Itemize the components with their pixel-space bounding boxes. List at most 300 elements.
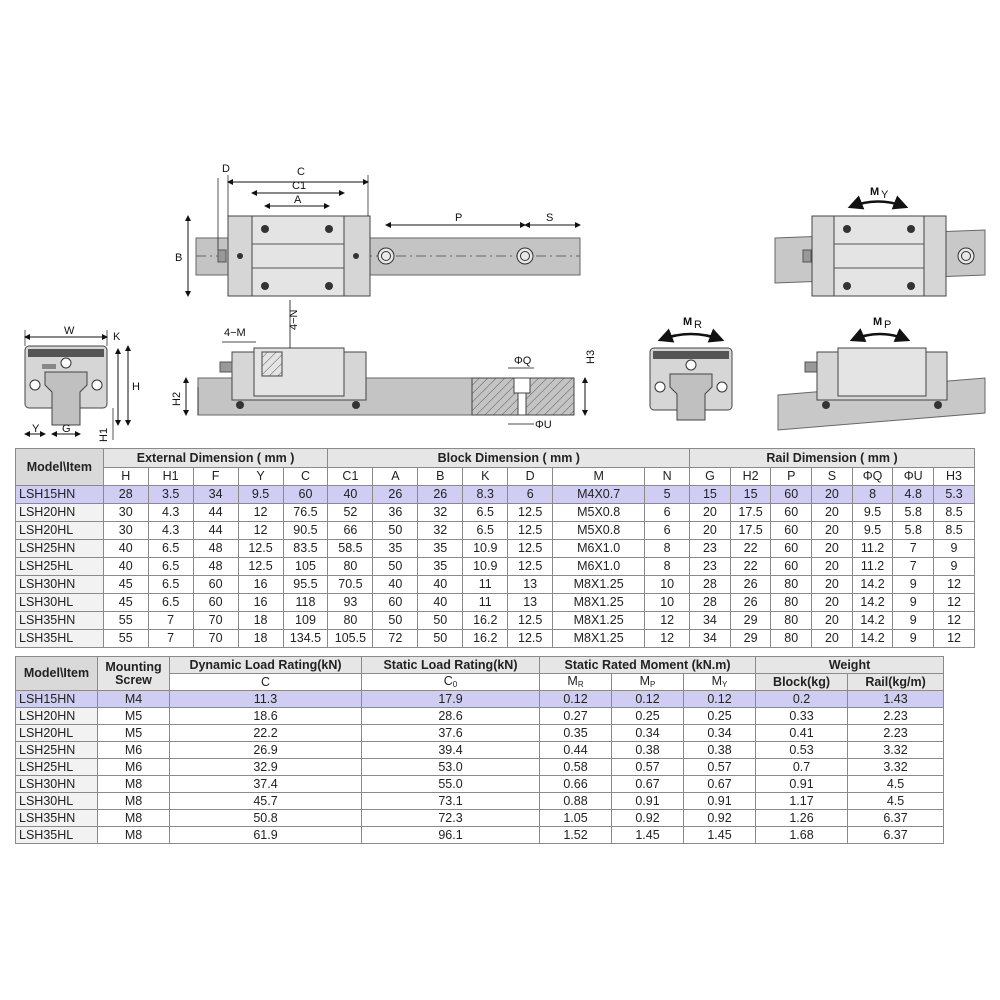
table-cell: 73.1 <box>362 793 540 810</box>
table-cell: 0.66 <box>540 776 612 793</box>
table-cell: 45 <box>103 594 148 612</box>
table-cell: 72.3 <box>362 810 540 827</box>
table-cell: 12.5 <box>508 540 553 558</box>
table-cell: 40 <box>103 540 148 558</box>
table-cell: 18.6 <box>170 708 362 725</box>
table-cell: 12.5 <box>238 558 283 576</box>
table-cell: 9 <box>893 576 934 594</box>
table-cell: 134.5 <box>283 630 328 648</box>
table-cell: 4.8 <box>893 486 934 504</box>
table-cell: 16.2 <box>463 630 508 648</box>
table-cell: 22 <box>730 558 771 576</box>
table-cell: 6 <box>645 522 690 540</box>
table-row <box>16 810 944 827</box>
table-cell: 0.88 <box>540 793 612 810</box>
dimension-column-header: H3 <box>934 468 975 486</box>
col-my-sub: Y <box>722 680 728 689</box>
table-cell: 0.67 <box>612 776 684 793</box>
col-my <box>684 674 756 691</box>
table-cell: 0.34 <box>612 725 684 742</box>
table-cell: M8X1.25 <box>553 630 645 648</box>
side-view-mp <box>778 316 985 430</box>
table-cell: 0.91 <box>684 793 756 810</box>
model-cell: LSH35HL <box>16 827 98 844</box>
table-cell: 0.91 <box>612 793 684 810</box>
table-cell: 13 <box>508 594 553 612</box>
dimension-column-header: ΦU <box>893 468 934 486</box>
table-cell: 9.5 <box>238 486 283 504</box>
table-cell: 93 <box>328 594 373 612</box>
table-cell: M8 <box>98 827 170 844</box>
dimension-column-header: H1 <box>148 468 193 486</box>
table-cell: 50 <box>418 612 463 630</box>
table-cell: 20 <box>812 486 853 504</box>
table-cell: 11.2 <box>852 540 893 558</box>
table-cell: 0.33 <box>756 708 848 725</box>
table-row <box>16 504 975 522</box>
mounting-header-line2: Screw <box>115 672 152 687</box>
table-cell: 20 <box>812 576 853 594</box>
table-cell: 6.5 <box>148 540 193 558</box>
table-cell: M6 <box>98 742 170 759</box>
table-cell: 8.5 <box>934 504 975 522</box>
table-cell: 8.5 <box>934 522 975 540</box>
table-cell: 6 <box>645 504 690 522</box>
table-cell: 0.35 <box>540 725 612 742</box>
block-dimension-header: Block Dimension ( mm ) <box>328 449 690 468</box>
table-cell: 20 <box>812 558 853 576</box>
table-cell: 70 <box>193 630 238 648</box>
table-cell: 7 <box>893 558 934 576</box>
table-cell: 26 <box>373 486 418 504</box>
technical-drawings <box>0 0 1000 450</box>
table-cell: 5.3 <box>934 486 975 504</box>
table-cell: 0.44 <box>540 742 612 759</box>
table-cell: 16.2 <box>463 612 508 630</box>
table-cell: 80 <box>328 612 373 630</box>
table-cell: 58.5 <box>328 540 373 558</box>
table-cell: 36 <box>373 504 418 522</box>
dimension-column-header: K <box>463 468 508 486</box>
table-cell: 16 <box>238 594 283 612</box>
dimension-column-header-row <box>16 468 975 486</box>
table-cell: 0.57 <box>612 759 684 776</box>
table-cell: 6.5 <box>463 522 508 540</box>
table-cell: 9 <box>934 558 975 576</box>
table-cell: 34 <box>193 486 238 504</box>
table-cell: 50 <box>373 558 418 576</box>
table-cell: 7 <box>148 612 193 630</box>
dimension-column-header: N <box>645 468 690 486</box>
col-mr-main: M <box>567 674 578 688</box>
table-cell: 12.5 <box>508 630 553 648</box>
col-mp <box>612 674 684 691</box>
table-cell: 109 <box>283 612 328 630</box>
table-cell: 12 <box>934 630 975 648</box>
table-cell: 9 <box>934 540 975 558</box>
table-cell: 0.38 <box>612 742 684 759</box>
table-cell: M5X0.8 <box>553 504 645 522</box>
table-cell: 90.5 <box>283 522 328 540</box>
dimension-table <box>15 448 975 648</box>
table-row <box>16 594 975 612</box>
table-cell: 28 <box>690 594 731 612</box>
table-cell: 60 <box>193 594 238 612</box>
col-mp-main: M <box>639 674 651 688</box>
table-cell: 1.26 <box>756 810 848 827</box>
table-cell: 70 <box>193 612 238 630</box>
label-mr: M <box>683 316 693 328</box>
model-cell: LSH15HN <box>16 691 98 708</box>
table-cell: 9.5 <box>852 504 893 522</box>
mounting-screw-header <box>98 657 170 691</box>
table-row <box>16 776 944 793</box>
table-cell: M8 <box>98 793 170 810</box>
table-cell: 35 <box>373 540 418 558</box>
dimension-column-header: B <box>418 468 463 486</box>
table-cell: 26 <box>730 576 771 594</box>
table-cell: M8X1.25 <box>553 594 645 612</box>
label-n: 4−N <box>288 309 300 330</box>
table-cell: 39.4 <box>362 742 540 759</box>
table-cell: 12.5 <box>508 612 553 630</box>
dimension-column-header: ΦQ <box>852 468 893 486</box>
table-row <box>16 540 975 558</box>
table-cell: 20 <box>812 504 853 522</box>
table-row <box>16 759 944 776</box>
dimension-column-header: D <box>508 468 553 486</box>
table-cell: 9 <box>893 630 934 648</box>
model-cell: LSH35HL <box>16 630 104 648</box>
dynamic-load-header: Dynamic Load Rating(kN) <box>170 657 362 674</box>
table-cell: 1.05 <box>540 810 612 827</box>
table-cell: 10.9 <box>463 558 508 576</box>
label-y: Y <box>32 423 40 435</box>
table-cell: 7 <box>148 630 193 648</box>
end-view <box>25 325 140 442</box>
label-phi-q: ΦQ <box>514 355 532 367</box>
table-cell: 66 <box>328 522 373 540</box>
table-cell: 80 <box>771 612 812 630</box>
table-cell: 105.5 <box>328 630 373 648</box>
table-cell: 48 <box>193 558 238 576</box>
table-cell: 2.23 <box>848 725 944 742</box>
table-cell: 105 <box>283 558 328 576</box>
table-cell: 45 <box>103 576 148 594</box>
table-cell: 50 <box>418 630 463 648</box>
table-cell: 12 <box>934 594 975 612</box>
table-cell: 0.12 <box>684 691 756 708</box>
table-cell: 8 <box>645 558 690 576</box>
table-cell: 5.8 <box>893 522 934 540</box>
dimension-column-header: H2 <box>730 468 771 486</box>
dimension-column-header: F <box>193 468 238 486</box>
table-row <box>16 522 975 540</box>
top-view <box>175 163 580 296</box>
table-cell: 15 <box>690 486 731 504</box>
table-cell: 30 <box>103 522 148 540</box>
table-cell: 80 <box>771 576 812 594</box>
model-cell: LSH35HN <box>16 612 104 630</box>
table-cell: 4.3 <box>148 522 193 540</box>
col-my-main: M <box>711 674 723 688</box>
table-cell: 0.57 <box>684 759 756 776</box>
table-cell: 0.58 <box>540 759 612 776</box>
table-cell: 12 <box>645 612 690 630</box>
table-cell: 0.38 <box>684 742 756 759</box>
top-view-my <box>775 186 985 296</box>
table-cell: 15 <box>730 486 771 504</box>
table-cell: 18 <box>238 630 283 648</box>
table-cell: 9.5 <box>852 522 893 540</box>
model-item-header-2: Model\Item <box>16 657 98 691</box>
label-p: P <box>455 212 463 224</box>
table-cell: 16 <box>238 576 283 594</box>
col-c0 <box>362 674 540 691</box>
table-cell: 0.25 <box>612 708 684 725</box>
table-cell: 60 <box>373 594 418 612</box>
table-cell: 1.52 <box>540 827 612 844</box>
load-rating-table <box>15 656 944 844</box>
table-cell: 0.25 <box>684 708 756 725</box>
table-cell: 60 <box>771 522 812 540</box>
table-cell: 10 <box>645 594 690 612</box>
load-table-body <box>16 691 944 844</box>
table-cell: 20 <box>690 522 731 540</box>
table-cell: 35 <box>418 558 463 576</box>
model-cell: LSH30HN <box>16 776 98 793</box>
table-cell: 0.12 <box>612 691 684 708</box>
dimension-column-header: M <box>553 468 645 486</box>
dimension-table-body <box>16 486 975 648</box>
table-cell: 11.3 <box>170 691 362 708</box>
table-cell: 12.5 <box>508 522 553 540</box>
table-cell: 30 <box>103 504 148 522</box>
model-cell: LSH25HN <box>16 742 98 759</box>
table-cell: M6 <box>98 759 170 776</box>
dimension-column-header: H <box>103 468 148 486</box>
table-cell: 95.5 <box>283 576 328 594</box>
table-cell: 28 <box>690 576 731 594</box>
static-load-header: Static Load Rating(kN) <box>362 657 540 674</box>
table-cell: 20 <box>812 630 853 648</box>
table-cell: 50 <box>373 522 418 540</box>
table-row <box>16 725 944 742</box>
dimension-column-header: C <box>283 468 328 486</box>
table-cell: 0.27 <box>540 708 612 725</box>
table-cell: 0.92 <box>612 810 684 827</box>
table-row <box>16 827 944 844</box>
table-cell: 32 <box>418 522 463 540</box>
table-cell: 32 <box>418 504 463 522</box>
table-cell: 12 <box>645 630 690 648</box>
label-k: K <box>113 331 121 343</box>
table-cell: 80 <box>771 630 812 648</box>
table-cell: 3.32 <box>848 759 944 776</box>
dimension-column-header: G <box>690 468 731 486</box>
table-cell: 50 <box>373 612 418 630</box>
table-cell: 20 <box>812 522 853 540</box>
label-w: W <box>64 325 75 337</box>
model-cell: LSH25HL <box>16 558 104 576</box>
label-mr-sub: R <box>694 319 702 331</box>
table-cell: 76.5 <box>283 504 328 522</box>
table-cell: 34 <box>690 612 731 630</box>
table-cell: 20 <box>812 594 853 612</box>
col-c0-sub: 0 <box>452 680 458 689</box>
table-cell: 26 <box>418 486 463 504</box>
weight-header: Weight <box>756 657 944 674</box>
table-cell: 10.9 <box>463 540 508 558</box>
table-cell: 29 <box>730 630 771 648</box>
table-cell: 0.34 <box>684 725 756 742</box>
table-cell: 60 <box>771 504 812 522</box>
table-cell: 29 <box>730 612 771 630</box>
table-cell: 0.41 <box>756 725 848 742</box>
table-cell: 60 <box>771 486 812 504</box>
label-d: D <box>222 163 230 175</box>
table-cell: 37.4 <box>170 776 362 793</box>
rail-dimension-header: Rail Dimension ( mm ) <box>690 449 975 468</box>
table-cell: 20 <box>812 612 853 630</box>
table-cell: 5.8 <box>893 504 934 522</box>
table-cell: 40 <box>373 576 418 594</box>
col-c: C <box>170 674 362 691</box>
label-h3: H3 <box>585 349 597 364</box>
static-moment-header: Static Rated Moment (kN.m) <box>540 657 756 674</box>
table-cell: 60 <box>771 540 812 558</box>
col-c0-main: C <box>443 674 453 688</box>
label-c: C <box>297 166 305 178</box>
table-cell: 0.91 <box>756 776 848 793</box>
table-cell: 6 <box>508 486 553 504</box>
table-cell: M4 <box>98 691 170 708</box>
table-row <box>16 691 944 708</box>
model-item-header: Model\Item <box>16 449 104 486</box>
side-view <box>171 300 597 431</box>
dimension-column-header: C1 <box>328 468 373 486</box>
table-cell: 45.7 <box>170 793 362 810</box>
label-my: M <box>870 186 880 198</box>
dimension-column-header: Y <box>238 468 283 486</box>
dimension-column-header: P <box>771 468 812 486</box>
table-cell: 12.5 <box>508 558 553 576</box>
table-cell: 22 <box>730 540 771 558</box>
model-cell: LSH30HN <box>16 576 104 594</box>
table-cell: 6.5 <box>463 504 508 522</box>
table-cell: 50.8 <box>170 810 362 827</box>
table-cell: 9 <box>893 594 934 612</box>
table-cell: 20 <box>812 540 853 558</box>
table-row <box>16 576 975 594</box>
table-cell: 1.45 <box>684 827 756 844</box>
label-g: G <box>62 423 71 435</box>
table-cell: 40 <box>328 486 373 504</box>
table-cell: 48 <box>193 540 238 558</box>
table-row <box>16 708 944 725</box>
table-cell: 0.53 <box>756 742 848 759</box>
table-cell: 60 <box>283 486 328 504</box>
table-cell: 12 <box>934 612 975 630</box>
model-cell: LSH20HL <box>16 725 98 742</box>
table-cell: 70.5 <box>328 576 373 594</box>
table-cell: 118 <box>283 594 328 612</box>
table-row <box>16 558 975 576</box>
table-cell: 12 <box>238 522 283 540</box>
table-cell: 12.5 <box>238 540 283 558</box>
table-cell: 8.3 <box>463 486 508 504</box>
table-cell: 37.6 <box>362 725 540 742</box>
table-cell: M5 <box>98 725 170 742</box>
table-cell: 13 <box>508 576 553 594</box>
col-mr-sub: R <box>577 680 584 689</box>
table-cell: M8X1.25 <box>553 612 645 630</box>
table-cell: 17.9 <box>362 691 540 708</box>
table-row <box>16 612 975 630</box>
table-row <box>16 793 944 810</box>
table-cell: 6.37 <box>848 827 944 844</box>
table-cell: 26.9 <box>170 742 362 759</box>
table-cell: 18 <box>238 612 283 630</box>
table-cell: 9 <box>893 612 934 630</box>
table-cell: 60 <box>193 576 238 594</box>
table-cell: M6X1.0 <box>553 540 645 558</box>
table-cell: 6.5 <box>148 558 193 576</box>
table-cell: 44 <box>193 504 238 522</box>
table-cell: 28 <box>103 486 148 504</box>
table-cell: 32.9 <box>170 759 362 776</box>
table-cell: M8 <box>98 776 170 793</box>
table-cell: 23 <box>690 558 731 576</box>
table-cell: M5X0.8 <box>553 522 645 540</box>
table-cell: 53.0 <box>362 759 540 776</box>
table-cell: 55.0 <box>362 776 540 793</box>
table-cell: 40 <box>103 558 148 576</box>
table-cell: 23 <box>690 540 731 558</box>
table-cell: 5 <box>645 486 690 504</box>
table-cell: 26 <box>730 594 771 612</box>
table-cell: 6.5 <box>148 594 193 612</box>
label-a: A <box>294 194 302 206</box>
dimension-group-header-row <box>16 449 975 468</box>
label-mp: M <box>873 316 883 328</box>
table-cell: 52 <box>328 504 373 522</box>
table-cell: 8 <box>852 486 893 504</box>
table-cell: 4.5 <box>848 793 944 810</box>
table-cell: 12 <box>934 576 975 594</box>
label-c1: C1 <box>292 180 307 192</box>
label-h1: H1 <box>98 427 110 442</box>
table-cell: M4X0.7 <box>553 486 645 504</box>
dimension-column-header: S <box>812 468 853 486</box>
table-cell: 35 <box>418 540 463 558</box>
table-cell: 22.2 <box>170 725 362 742</box>
table-cell: 4.5 <box>848 776 944 793</box>
label-my-sub: Y <box>881 189 889 201</box>
table-cell: 14.2 <box>852 630 893 648</box>
model-cell: LSH25HN <box>16 540 104 558</box>
external-dimension-header: External Dimension ( mm ) <box>103 449 328 468</box>
table-cell: 1.45 <box>612 827 684 844</box>
table-row <box>16 486 975 504</box>
table-cell: 55 <box>103 612 148 630</box>
table-cell: 11.2 <box>852 558 893 576</box>
table-cell: 20 <box>690 504 731 522</box>
table-cell: 0.67 <box>684 776 756 793</box>
label-s: S <box>546 212 554 224</box>
table-row <box>16 630 975 648</box>
table-cell: 11 <box>463 576 508 594</box>
